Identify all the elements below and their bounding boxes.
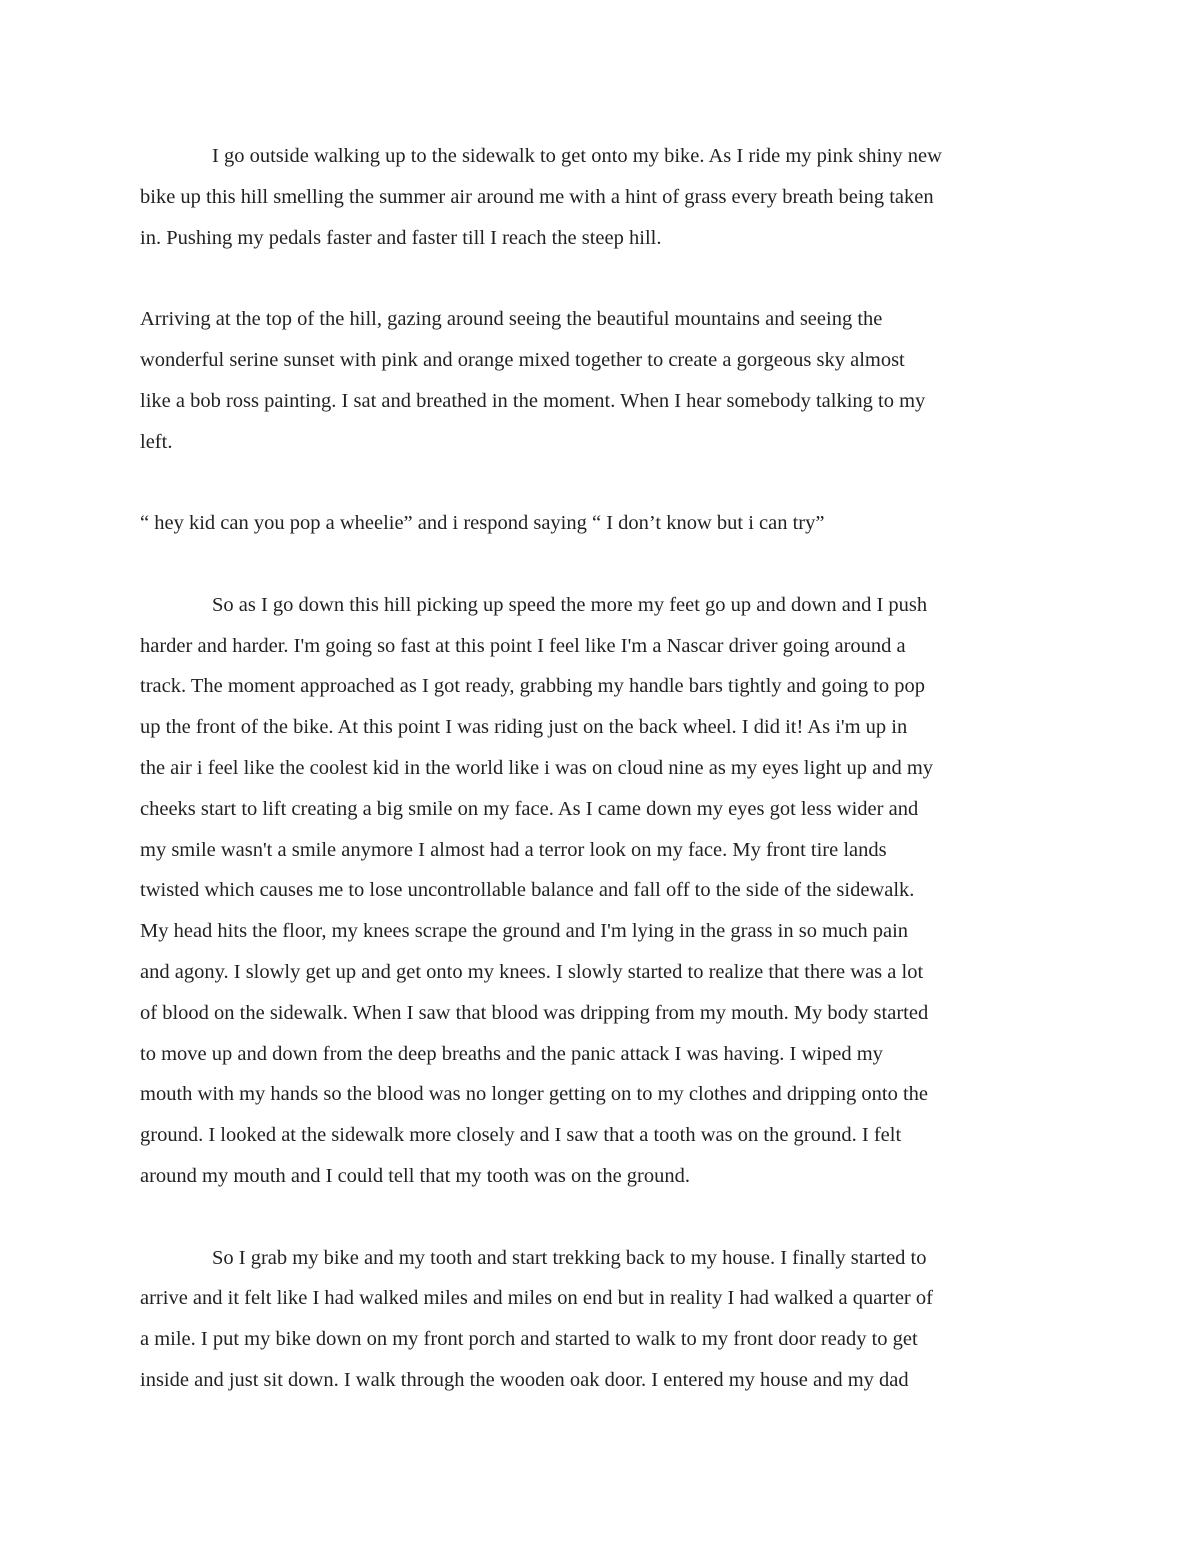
- text-line: to move up and down from the deep breaths and the panic attack I was having. I wiped my: [140, 1042, 883, 1065]
- text-line: and agony. I slowly get up and get onto my knees. I slowly started to realize that there was a lot: [140, 960, 924, 983]
- paragraph: [140, 136, 1070, 258]
- text-line: mouth with my hands so the blood was no longer getting on to my clothes and dripping onto the: [140, 1083, 929, 1106]
- text-line: ground. I looked at the sidewalk more closely and I saw that a tooth was on the ground. I felt: [140, 1124, 902, 1147]
- text-line: a mile. I put my bike down on my front porch and started to walk to my front door ready to get: [140, 1328, 918, 1351]
- paragraph: [140, 1238, 1070, 1401]
- paragraph: [140, 503, 1070, 544]
- text-line: So as I go down this hill picking up speed the more my feet go up and down and I push: [212, 593, 928, 616]
- text-line: the air i feel like the coolest kid in the world like i was on cloud nine as my eyes light up and my: [140, 756, 934, 779]
- text-line: twisted which causes me to lose uncontrollable balance and fall off to the side of the sidewalk.: [140, 879, 915, 902]
- text-line: “ hey kid can you pop a wheelie” and i respond saying “ I don’t know but i can try”: [140, 512, 825, 535]
- paragraph-spacer: [140, 258, 1070, 299]
- paragraph: [140, 299, 1070, 462]
- text-line: in. Pushing my pedals faster and faster till I reach the steep hill.: [140, 226, 662, 249]
- text-line: arrive and it felt like I had walked miles and miles on end but in reality I had walked a quarter of: [140, 1287, 933, 1310]
- text-line: my smile wasn't a smile anymore I almost had a terror look on my face. My front tire lands: [140, 838, 887, 861]
- text-line: of blood on the sidewalk. When I saw that blood was dripping from my mouth. My body started: [140, 1001, 929, 1024]
- text-line: track. The moment approached as I got ready, grabbing my handle bars tightly and going to pop: [140, 675, 926, 698]
- paragraph-spacer: [140, 462, 1070, 503]
- text-line: harder and harder. I'm going so fast at this point I feel like I'm a Nascar driver going around a: [140, 634, 906, 657]
- paragraph-spacer: [140, 1197, 1070, 1238]
- text-line: up the front of the bike. At this point I was riding just on the back wheel. I did it! As i'm up in: [140, 716, 908, 739]
- text-line: So I grab my bike and my tooth and start trekking back to my house. I finally started to: [212, 1246, 927, 1269]
- text-line: like a bob ross painting. I sat and breathed in the moment. When I hear somebody talking to my: [140, 389, 926, 412]
- paragraph: [140, 585, 1070, 1197]
- text-line: bike up this hill smelling the summer air around me with a hint of grass every breath being taken: [140, 185, 934, 208]
- text-line: inside and just sit down. I walk through the wooden oak door. I entered my house and my dad: [140, 1368, 909, 1391]
- text-line: My head hits the floor, my knees scrape the ground and I'm lying in the grass in so much pain: [140, 920, 909, 943]
- text-line: left.: [140, 430, 173, 453]
- text-line: Arriving at the top of the hill, gazing around seeing the beautiful mountains and seeing the: [140, 308, 883, 331]
- text-line: cheeks start to lift creating a big smile on my face. As I came down my eyes got less wider and: [140, 797, 919, 820]
- document-body: [140, 136, 1070, 1401]
- text-line: I go outside walking up to the sidewalk to get onto my bike. As I ride my pink shiny new: [212, 145, 942, 167]
- paragraph-spacer: [140, 544, 1070, 585]
- text-line: around my mouth and I could tell that my tooth was on the ground.: [140, 1164, 690, 1187]
- text-line: wonderful serine sunset with pink and orange mixed together to create a gorgeous sky almost: [140, 348, 905, 371]
